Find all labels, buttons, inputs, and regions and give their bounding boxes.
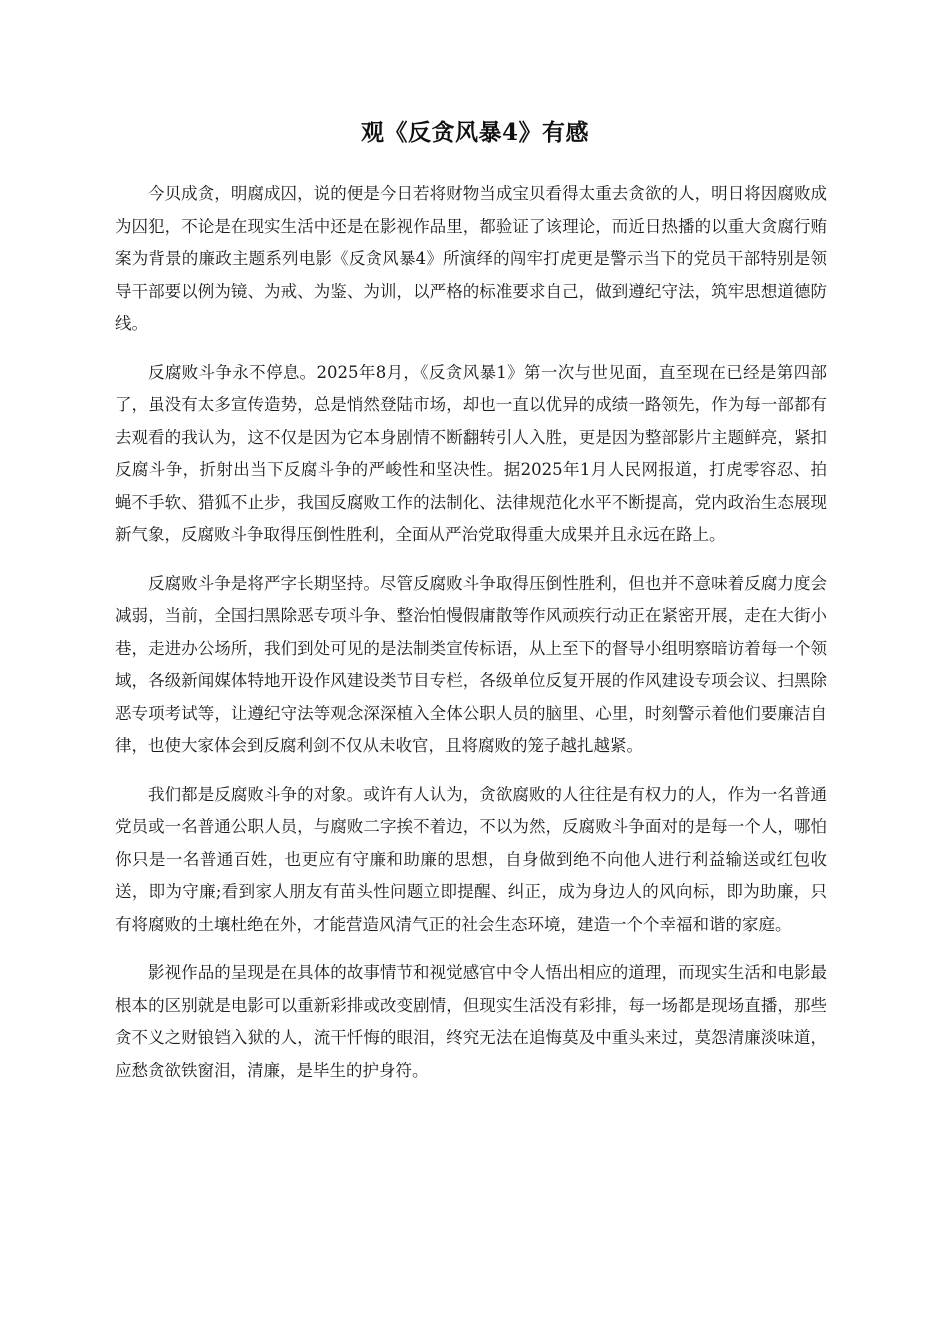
document-title: 观《反贪风暴4》有感 [360,119,589,146]
paragraph-2: 反腐败斗争永不停息。2025年8月，《反贪风暴1》第一次与世见面，直至现在已经是第四部了，虽没有太多宣传造势，总是悄然登陆市场，却也一直以优异的成绩一路领先，作为每一部都有去观看的我认为，这不仅是因为它本身剧情不断翻转引人入胜，更是因为整部影片主题鲜亮，紧扣反腐斗争，折射出当下反腐斗争的严峻性和坚决性。据2025年1月人民网报道，打虎零容忍、拍蝇不手软、猎狐不止步，我国反腐败工作的法制化、法律规范化水平不断提高，党内政治生态展现新气象，反腐败斗争取得压倒性胜利，全面从严治党取得重大成果并且永远在路上。 [115,362,827,544]
paragraph-3: 反腐败斗争是将严字长期坚持。尽管反腐败斗争取得压倒性胜利，但也并不意味着反腐力度会减弱，当前，全国扫黑除恶专项斗争、整治怕慢假庸散等作风顽疾行动正在紧密开展，走在大街小巷，走进办公场所，我们到处可见的是法制类宣传标语，从上至下的督导小组明察暗访着每一个领域，各级新闻媒体特地开设作风建设类节目专栏，各级单位反复开展的作风建设专项会议、扫黑除恶专项考试等，让遵纪守法等观念深深植入全体公职人员的脑里、心里，时刻警示着他们要廉洁自律，也使大家体会到反腐利剑不仅从未收官，且将腐败的笼子越扎越紧。 [115,573,827,755]
paragraph-4: 我们都是反腐败斗争的对象。或许有人认为，贪欲腐败的人往往是有权力的人，作为一名普通党员或一名普通公职人员，与腐败二字挨不着边，不以为然，反腐败斗争面对的是每一个人，哪怕你只是一名普通百姓，也更应有守廉和助廉的思想，自身做到绝不向他人进行利益输送或红包收送，即为守廉;看到家人朋友有苗头性问题立即提醒、纠正，成为身边人的风向标，即为助廉，只有将腐败的土壤杜绝在外，才能营造风清气正的社会生态环境，建造一个个幸福和谐的家庭。 [115,784,827,934]
paragraph-1: 今贝成贪，明腐成囚，说的便是今日若将财物当成宝贝看得太重去贪欲的人，明日将因腐败成为囚犯，不论是在现实生活中还是在影视作品里，都验证了该理论，而近日热播的以重大贪腐行贿案为背景的廉政主题系列电影《反贪风暴4》所演绎的闯牢打虎更是警示当下的党员干部特别是领导干部要以例为镜、为戒、为鉴、为训，以严格的标准要求自己，做到遵纪守法，筑牢思想道德防线。 [115,184,827,333]
paragraph-5: 影视作品的呈现是在具体的故事情节和视觉感官中令人悟出相应的道理，而现实生活和电影最根本的区别就是电影可以重新彩排或改变剧情，但现实生活没有彩排，每一场都是现场直播，那些贪不义之财锒铛入狱的人，流干忏悔的眼泪，终究无法在追悔莫及中重头来过，莫怨清廉淡味道，应愁贪欲铁窗泪，清廉，是毕生的护身符。 [115,963,827,1080]
document-body [115,178,827,1103]
